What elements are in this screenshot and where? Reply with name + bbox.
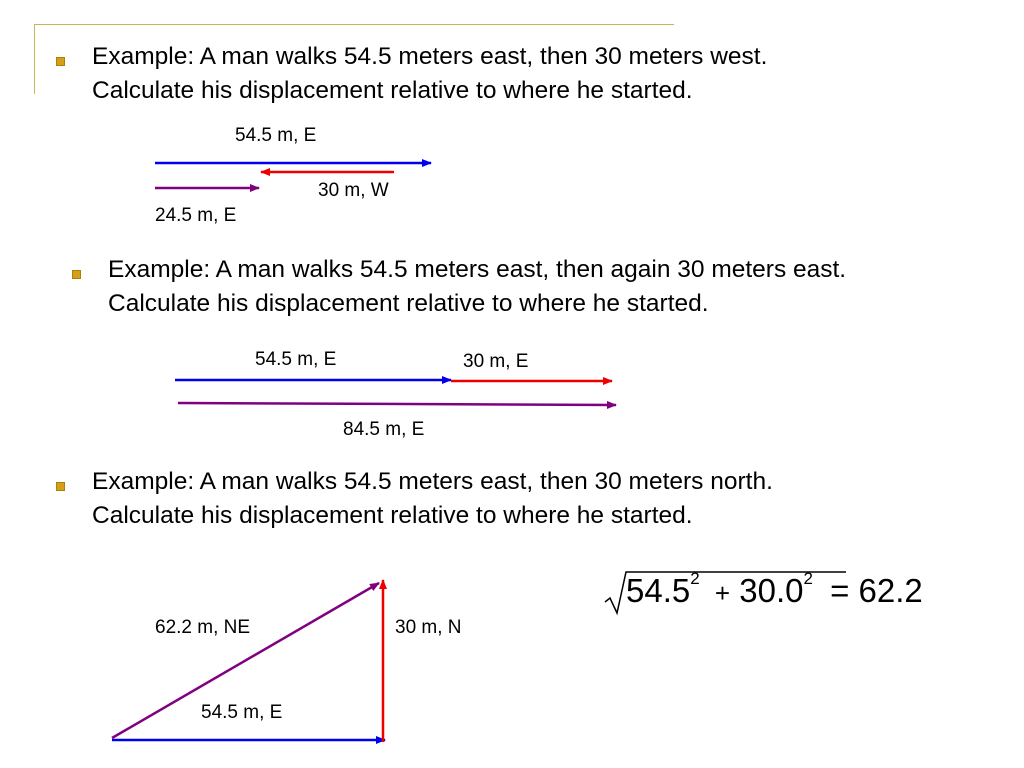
example-3-line-2: Calculate his displacement relative to where he started.: [92, 502, 693, 529]
example-2-line-2: Calculate his displacement relative to where he started.: [108, 290, 709, 317]
example-1-line-2: Calculate his displacement relative to where he started.: [92, 77, 693, 104]
example-1-line-1: Example: A man walks 54.5 meters east, then 30 meters west.: [92, 43, 768, 70]
example-3-line-1: Example: A man walks 54.5 meters east, then 30 meters north.: [92, 468, 773, 495]
example-2-label-second: 30 m, E: [463, 351, 529, 372]
formula-result: = 62.2: [830, 572, 923, 609]
example-1-label-east: 54.5 m, E: [235, 125, 317, 146]
example-2-label-result: 84.5 m, E: [343, 419, 425, 440]
formula-exponent-2: 2: [803, 569, 813, 588]
example-3-label-base: 54.5 m, E: [201, 702, 283, 723]
formula-exponent-1: 2: [690, 569, 700, 588]
example-2-line-1: Example: A man walks 54.5 meters east, then again 30 meters east.: [108, 256, 847, 283]
formula-term-1: 54.5: [626, 572, 691, 609]
example-3-label-north: 30 m, N: [395, 617, 462, 638]
pythagorean-formula: [600, 569, 923, 610]
example-1-label-west: 30 m, W: [318, 180, 389, 201]
example-1-label-result: 24.5 m, E: [155, 205, 237, 226]
example-2-result-arrow: [178, 403, 616, 405]
example-2-label-first: 54.5 m, E: [255, 349, 337, 370]
example-3-label-hypotenuse: 62.2 m, NE: [155, 617, 251, 638]
formula-plus: +: [714, 578, 731, 608]
formula-term-2: 30.0: [739, 572, 804, 609]
